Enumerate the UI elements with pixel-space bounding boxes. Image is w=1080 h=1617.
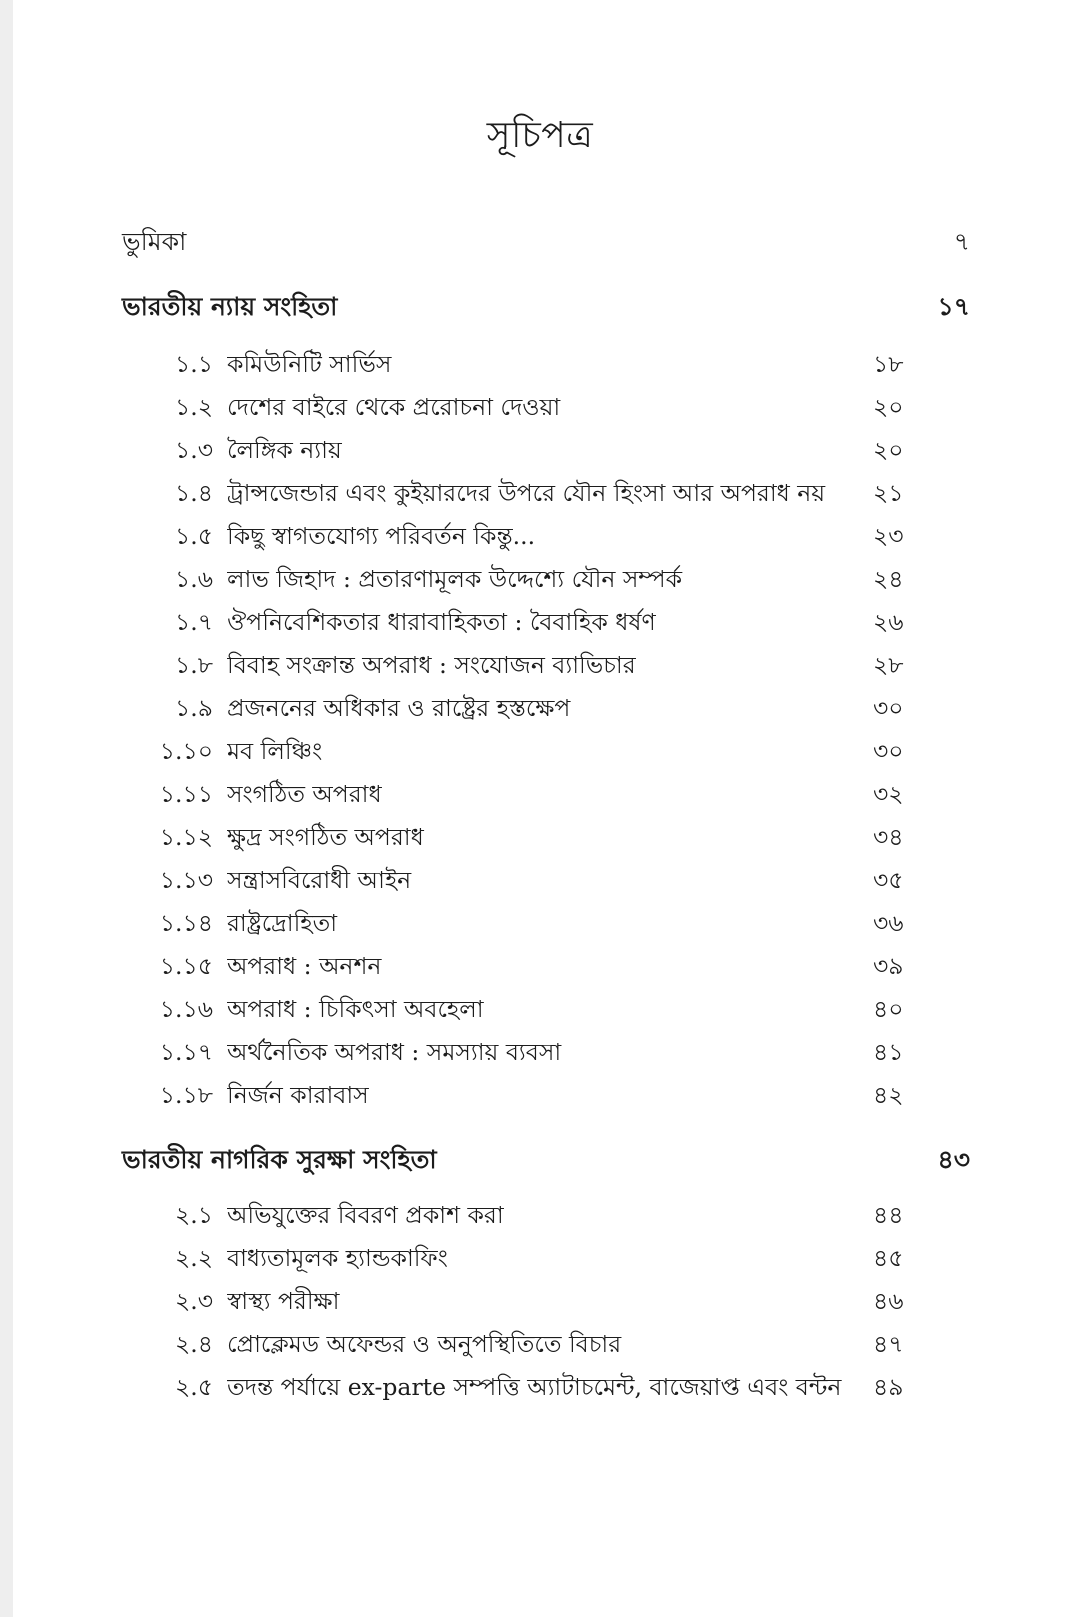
section-page-number: ১৭ [937,292,970,321]
toc-item-number: ২.৫ [175,1373,213,1401]
toc-item [140,776,915,815]
toc-item-label: প্রজননের অধিকার ও রাষ্ট্রের হস্তক্ষেপ [227,694,571,722]
toc-item-page: ৩৫ [873,866,904,894]
toc-item-label: অভিযুক্তের বিবরণ প্রকাশ করা [227,1201,504,1229]
section-heading-label: ভারতীয় নাগরিক সুরক্ষা সংহিতা [122,1145,437,1174]
toc-item-number: ১.১৪ [159,909,213,937]
toc-item-page: ৩০ [873,737,904,765]
toc-item-label: ট্রান্সজেন্ডার এবং কুইয়ারদের উপরে যৌন হিংসা আর অপরাধ নয় [227,479,826,507]
toc-item [140,733,915,772]
toc-item-page: ৪৭ [873,1330,904,1358]
toc-item-number: ২.৩ [174,1287,213,1315]
toc-item-label: দেশের বাইরে থেকে প্ররোচনা দেওয়া [227,393,561,421]
toc-item-page: ২৪ [873,565,904,593]
toc-item-number: ২.১ [175,1201,213,1229]
toc-item-number: ১.২ [175,393,213,421]
toc-item-page: ৪৫ [873,1244,904,1272]
toc-entry-label: ভুমিকা [122,227,187,256]
toc-item [140,604,915,643]
toc-item-number: ১.৫ [175,522,213,550]
toc-item-number: ১.৮ [175,651,213,679]
toc-item-label: মব লিঞ্চিং [227,737,323,765]
toc-item-label: লৈঙ্গিক ন্যায় [227,436,342,464]
toc-item-label: নির্জন কারাবাস [227,1081,369,1109]
toc-item [140,1034,915,1073]
toc-item-label: লাভ জিহাদ : প্রতারণামূলক উদ্দেশ্যে যৌন সম্পর্ক [227,565,683,593]
toc-item [140,1197,915,1236]
toc-item-number: ১.৩ [175,436,213,464]
toc-item-number: ১.১৫ [159,952,213,980]
toc-item [140,948,915,987]
page-title: সূচিপত্র [486,115,594,156]
toc-item-page: ৪৯ [873,1373,904,1401]
toc-item-page: ৪২ [873,1081,904,1109]
toc-item-page: ৪০ [873,995,904,1023]
toc-item-number: ১.১৭ [159,1038,213,1066]
toc-item-number: ১.১ [175,350,213,378]
toc-item-label: বাধ্যতামূলক হ্যান্ডকাফিং [227,1244,448,1272]
toc-item-page: ৩২ [873,780,904,808]
toc-item-label: তদন্ত পর্যায়ে ex-parte সম্পত্তি অ্যাটাচমেন্ট, বাজেয়াপ্ত এবং বন্টন [227,1373,842,1401]
toc-item-number: ১.১২ [159,823,213,851]
toc-item [140,1240,915,1279]
toc-item-label: প্রোক্লেমড অফেন্ডর ও অনুপস্থিতিতে বিচার [227,1330,622,1358]
toc-item-number: ১.১১ [159,780,213,808]
toc-item-number: ১.১০ [159,737,213,765]
toc-item-number: ২.৪ [175,1330,213,1358]
toc-item [140,1326,915,1365]
toc-item [140,905,915,944]
toc-item-label: অপরাধ : চিকিৎসা অবহেলা [227,995,484,1023]
toc-item-page: ৩৬ [873,909,904,937]
toc-item-label: সংগঠিত অপরাধ [227,780,382,808]
toc-item-page: ১৮ [873,350,904,378]
toc-item-page: ২৮ [873,651,904,679]
page-left-edge [0,0,13,1617]
section-heading [122,1140,970,1183]
toc-item [140,518,915,557]
toc-item-label: বিবাহ সংক্রান্ত অপরাধ : সংযোজন ব্যাভিচার [227,651,636,679]
toc-item-number: ১.৯ [175,694,213,722]
toc-item [140,389,915,428]
toc-item [140,991,915,1030]
toc-item-number: ২.২ [174,1244,213,1272]
toc-item-number: ১.১৮ [159,1081,213,1109]
toc-item-page: ৪১ [873,1038,904,1066]
toc-item-page: ৩০ [873,694,904,722]
toc-item-label: কমিউনিটি সার্ভিস [227,350,392,378]
toc-item-page: ২১ [873,479,904,507]
toc-item [140,475,915,514]
toc-item-page: ৩৪ [873,823,904,851]
toc-item-page: ৪৪ [873,1201,904,1229]
toc-item [140,819,915,858]
toc-item-label: সন্ত্রাসবিরোধী আইন [227,866,412,894]
section-heading-label: ভারতীয় ন্যায় সংহিতা [122,292,338,321]
toc-item [140,561,915,600]
toc-item-label: কিছু স্বাগতযোগ্য পরিবর্তন কিন্তু... [227,522,536,550]
toc-item-label: অর্থনৈতিক অপরাধ : সমস্যায় ব্যবসা [227,1038,562,1066]
toc-item [140,647,915,686]
toc-item-number: ১.১৬ [159,995,213,1023]
toc-item [140,346,915,385]
toc-item-label: স্বাস্থ্য পরীক্ষা [227,1287,340,1315]
toc-item [140,1077,915,1116]
toc-item [140,1369,915,1408]
toc-item-label: ঔপনিবেশিকতার ধারাবাহিকতা : বৈবাহিক ধর্ষণ [227,608,656,636]
toc-item [140,690,915,729]
toc-item-page: ৩৯ [873,952,904,980]
toc-page-number: ৭ [953,227,970,256]
toc-item-number: ১.৬ [175,565,213,593]
toc-item-number: ১.৪ [175,479,213,507]
toc-item [140,862,915,901]
toc-item-page: ৪৬ [873,1287,904,1315]
toc-item-label: রাষ্ট্রদ্রোহিতা [227,909,338,937]
toc-item-page: ২০ [873,393,904,421]
toc-item-page: ২৩ [873,522,904,550]
toc-item-label: অপরাধ : অনশন [227,952,382,980]
toc-entry-intro [122,222,970,265]
toc-item-page: ২৬ [873,608,904,636]
toc-item [140,432,915,471]
toc-item-number: ১.৭ [175,608,213,636]
toc-item-number: ১.১৩ [159,866,213,894]
section-heading [122,287,970,330]
toc-item-label: ক্ষুদ্র সংগঠিত অপরাধ [227,823,424,851]
toc-item [140,1283,915,1322]
toc-item-page: ২০ [873,436,904,464]
section-page-number: ৪৩ [937,1145,970,1174]
